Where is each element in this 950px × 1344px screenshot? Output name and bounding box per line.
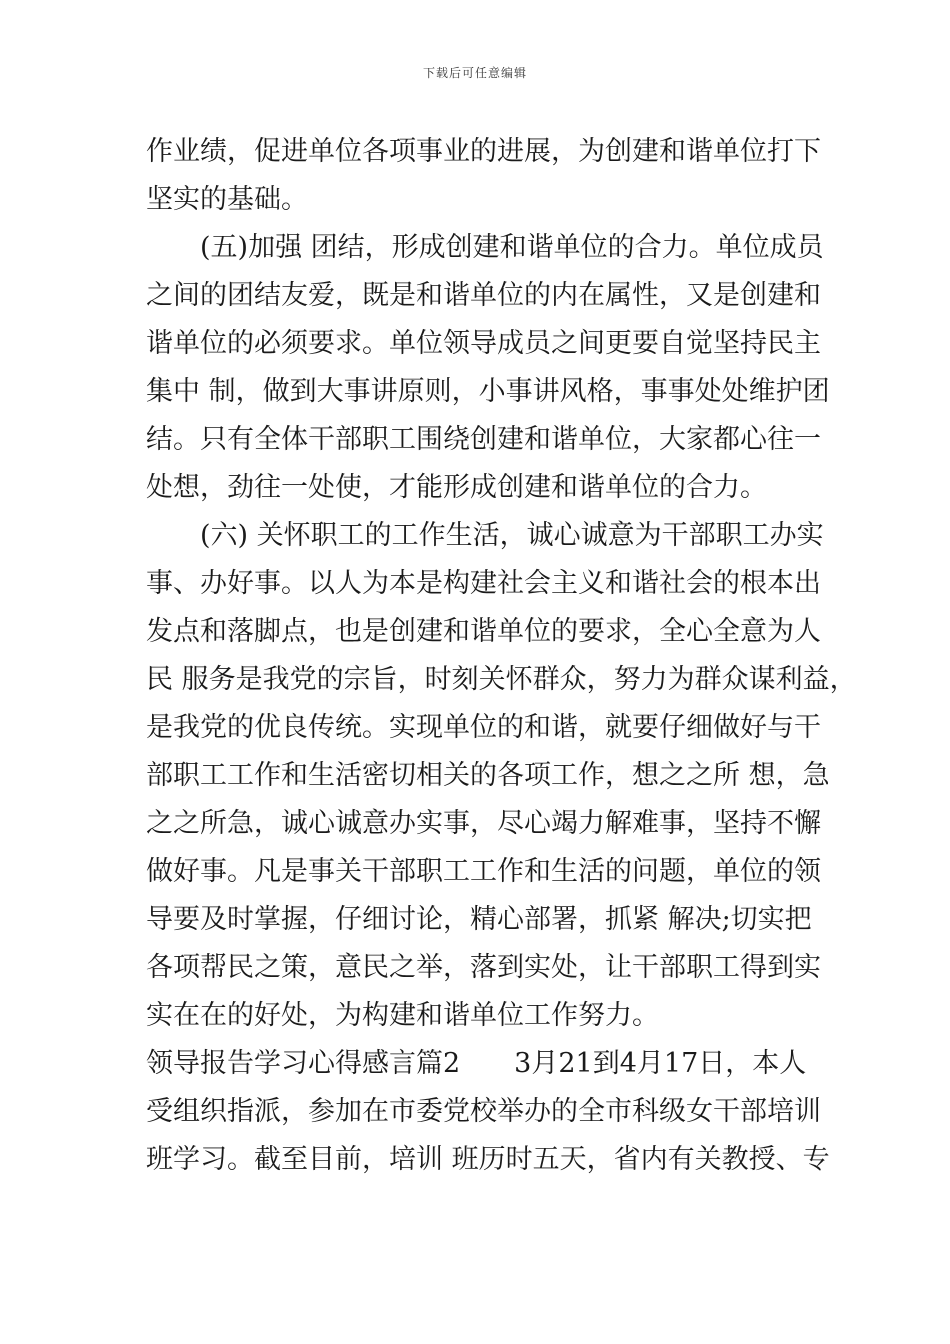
text-line: 之间的团结友爱，既是和谐单位的内在属性，又是创建和 bbox=[146, 280, 821, 311]
text-line: 民 服务是我党的宗旨，时刻关怀群众，努力为群众谋利益， bbox=[146, 664, 857, 695]
text-line: 是我党的优良传统。实现单位的和谐，就要仔细做好与干 bbox=[146, 712, 821, 743]
text-line: 处想，劲往一处使，才能形成创建和谐单位的合力。 bbox=[146, 472, 767, 503]
text-line: 导要及时掌握，仔细讨论，精心部署，抓紧 解决;切实把 bbox=[146, 904, 812, 935]
text-line: 结。只有全体干部职工围绕创建和谐单位，大家都心往一 bbox=[146, 424, 821, 455]
text-line: 发点和落脚点，也是创建和谐单位的要求，全心全意为人 bbox=[146, 616, 821, 647]
text-line: (六) 关怀职工的工作生活，诚心诚意为干部职工办实 bbox=[146, 520, 824, 551]
text-line: 之之所急，诚心诚意办实事，尽心竭力解难事，坚持不懈 bbox=[146, 808, 821, 839]
text-line: 集中 制，做到大事讲原则，小事讲风格，事事处处维护团 bbox=[146, 376, 830, 407]
text-line: 部职工工作和生活密切相关的各项工作，想之之所 想，急 bbox=[146, 760, 830, 791]
text-line: 各项帮民之策，意民之举，落到实处，让干部职工得到实 bbox=[146, 952, 821, 983]
text-line: 受组织指派，参加在市委党校举办的全市科级女干部培训 bbox=[146, 1096, 821, 1127]
text-line: 领导报告学习心得感言篇2 3月21到4月17日，本人 bbox=[146, 1048, 807, 1079]
page-header: 下载后可任意编辑 bbox=[422, 66, 527, 80]
text-line: 做好事。凡是事关干部职工工作和生活的问题，单位的领 bbox=[146, 856, 821, 887]
text-line: 事、办好事。以人为本是构建社会主义和谐社会的根本出 bbox=[146, 568, 821, 599]
text-line: 实在在的好处，为构建和谐单位工作努力。 bbox=[146, 1000, 659, 1031]
text-line: 坚实的基础。 bbox=[146, 184, 308, 215]
text-line: 班学习。截至目前，培训 班历时五天，省内有关教授、专 bbox=[146, 1144, 830, 1175]
text-line: 作业绩，促进单位各项事业的进展，为创建和谐单位打下 bbox=[146, 136, 821, 167]
document-body bbox=[146, 128, 857, 1184]
text-line: (五)加强 团结，形成创建和谐单位的合力。单位成员 bbox=[146, 232, 824, 263]
text-line: 谐单位的必须要求。单位领导成员之间更要自觉坚持民主 bbox=[146, 328, 821, 359]
